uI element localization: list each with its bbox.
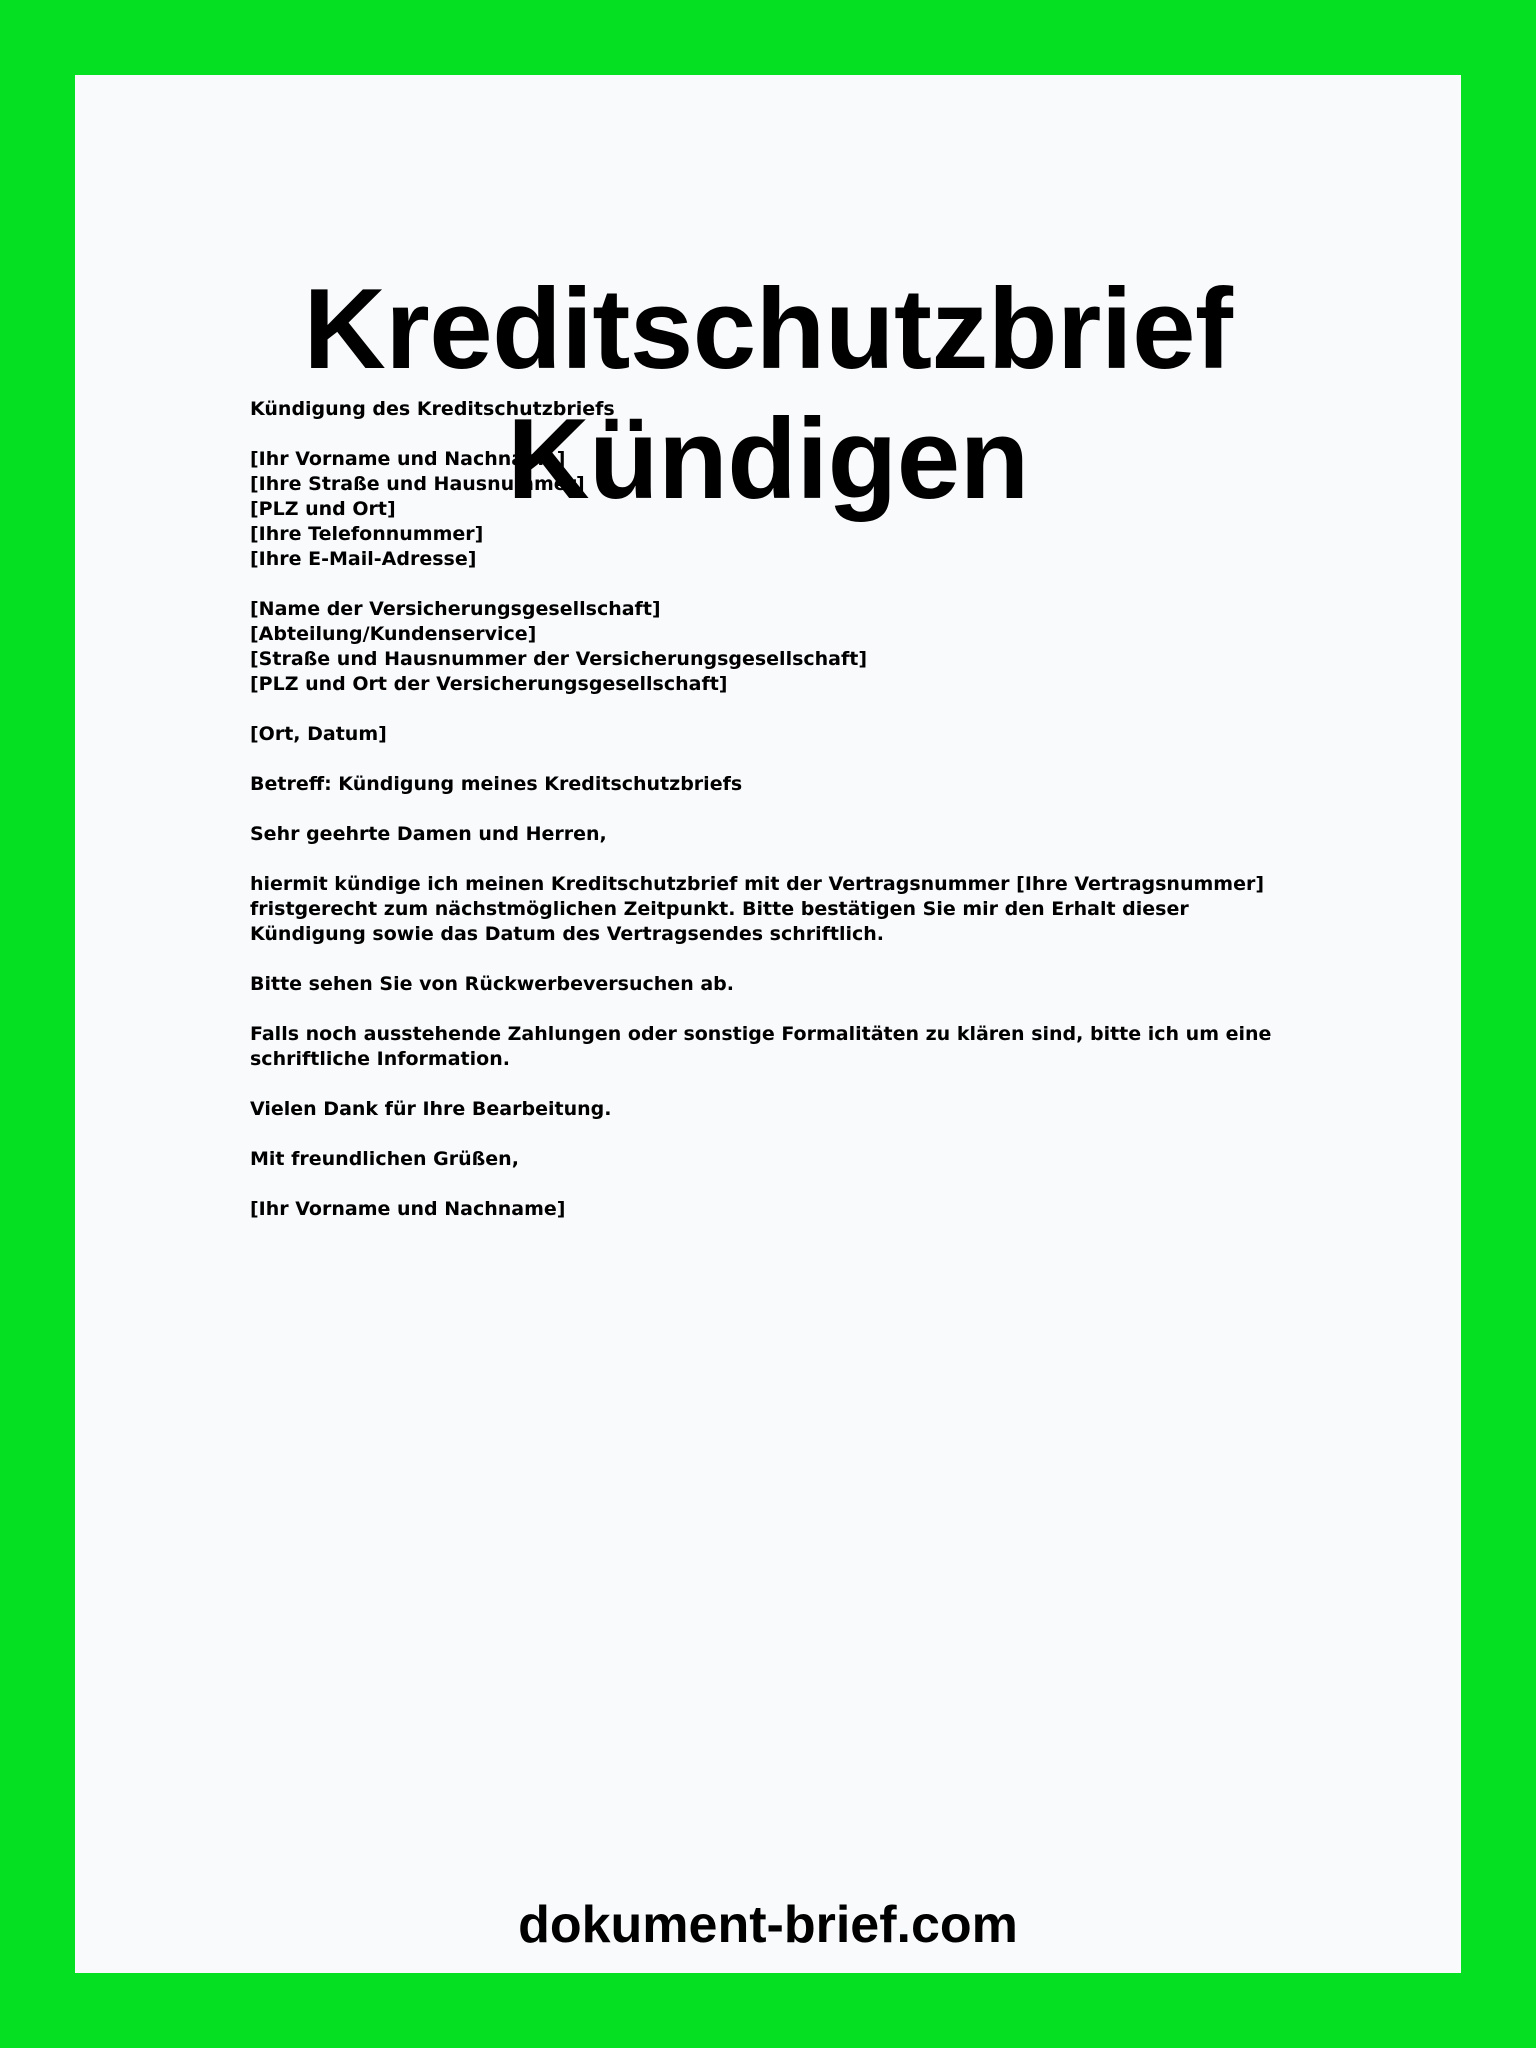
salutation: Sehr geehrte Damen und Herren, <box>250 823 607 845</box>
subject-block <box>250 772 1350 797</box>
sender-address <box>250 447 1350 572</box>
body-paragraph-3: Falls noch ausstehende Zahlungen oder sonstige Formalitäten zu klären sind, bitte ich um eine schriftliche Information. <box>250 1023 1272 1070</box>
recipient-address <box>250 597 1350 697</box>
letter-heading: Kündigung des Kreditschutzbriefs <box>250 398 615 420</box>
body-paragraph-3-block <box>250 1022 1350 1072</box>
body-paragraph-1-block <box>250 872 1350 947</box>
sender-street: [Ihre Straße und Hausnummer] <box>250 473 585 495</box>
body-paragraph-1: hiermit kündige ich meinen Kreditschutzbrief mit der Vertragsnummer [Ihre Vertragsnummer] fristgerecht zum nächstmöglichen Zeitpunkt. Bitte bestätigen Sie mir den Erhalt dieser Kündigung sowie das Datum des Vertragsendes schriftlich. <box>250 873 1265 945</box>
letter-heading-block <box>250 397 1350 422</box>
recipient-street: [Straße und Hausnummer der Versicherungsgesellschaft] <box>250 648 868 670</box>
closing-line: Mit freundlichen Grüßen, <box>250 1148 519 1170</box>
body-paragraph-2: Bitte sehen Sie von Rückwerbeversuchen ab. <box>250 973 734 995</box>
place-date: [Ort, Datum] <box>250 723 387 745</box>
thanks-line: Vielen Dank für Ihre Bearbeitung. <box>250 1098 612 1120</box>
sender-email: [Ihre E-Mail-Adresse] <box>250 548 477 570</box>
subject-line: Betreff: Kündigung meines Kreditschutzbriefs <box>250 773 743 795</box>
body-paragraph-2-block <box>250 972 1350 997</box>
sender-name: [Ihr Vorname und Nachname] <box>250 448 566 470</box>
footer-website: dokument-brief.com <box>518 1896 1018 1954</box>
sender-city: [PLZ und Ort] <box>250 498 396 520</box>
page-title: Kreditschutzbrief Kündigen <box>303 266 1233 523</box>
sender-phone: [Ihre Telefonnummer] <box>250 523 484 545</box>
signature-block <box>250 1197 1350 1222</box>
document-page <box>75 75 1461 1973</box>
letter-body <box>250 397 1350 1247</box>
recipient-city: [PLZ und Ort der Versicherungsgesellschaft] <box>250 673 728 695</box>
place-date-block <box>250 722 1350 747</box>
closing-block <box>250 1147 1350 1172</box>
recipient-department: [Abteilung/Kundenservice] <box>250 623 537 645</box>
thanks-block <box>250 1097 1350 1122</box>
recipient-company: [Name der Versicherungsgesellschaft] <box>250 598 661 620</box>
salutation-block <box>250 822 1350 847</box>
signature: [Ihr Vorname und Nachname] <box>250 1198 566 1220</box>
